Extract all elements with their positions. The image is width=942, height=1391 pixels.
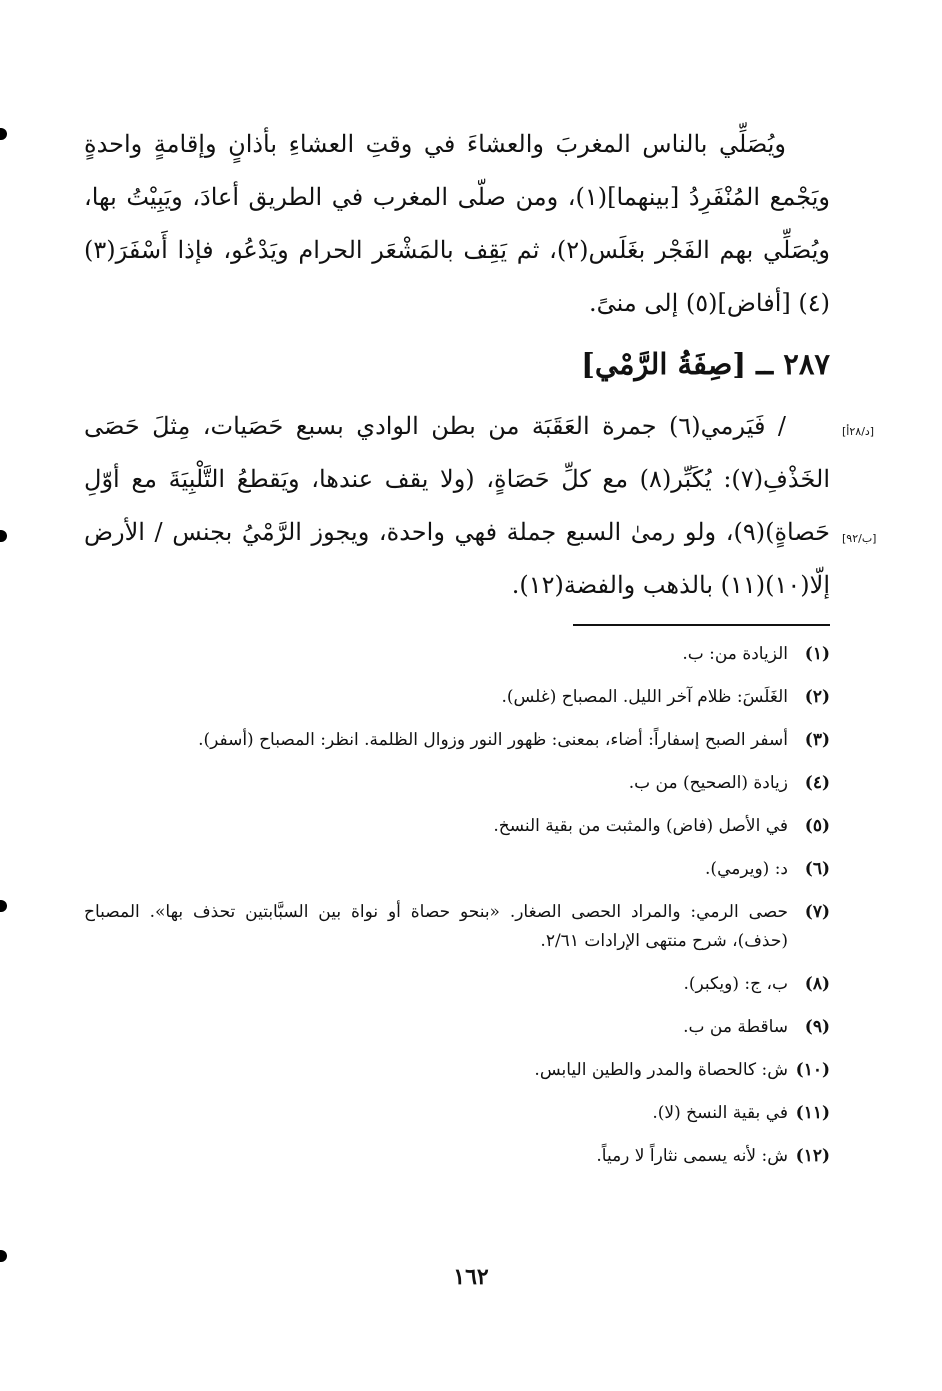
footnote-number: (٨)	[804, 974, 830, 994]
footnotes-list	[84, 640, 830, 1185]
footnote-text: زيادة (الصحيح) من ب.	[628, 773, 788, 793]
footnote-item	[84, 1013, 830, 1042]
footnote-number: (١٠)	[795, 1060, 830, 1080]
footnote-item	[84, 812, 830, 841]
footnote-item	[84, 855, 830, 884]
footnote-text: الزيادة من: ب.	[682, 644, 788, 664]
footnote-item	[84, 1056, 830, 1085]
footnote-item	[84, 683, 830, 712]
footnote-text: الغَلَسَ: ظلام آخر الليل. المصباح (غلس).	[501, 687, 788, 707]
main-paragraph-2: / فَيَرمي(٦) جمرة العَقَبَة من بطن الوادي بسبع حَصَيات، مِثلَ حَصَى الخَذْفِ(٧): يُكَبِّر(٨) مع كلِّ حَصَاةٍ، (ولا يقف عندها، ويَقطعُ التَّلْبِيَةَ مع أوّلِ حَصاةٍ)(٩)، ولو رمىٰ السبع جملة فهي واحدة، ويجوز الرَّمْيُ بجنس / الأرض إلّا(١٠)(١١) بالذهب والفضة(١٢).	[84, 412, 830, 599]
footnote-item	[84, 970, 830, 999]
footnote-number: (٤)	[804, 773, 830, 793]
footnote-number: (٥)	[804, 816, 830, 836]
footnote-number: (٦)	[804, 859, 830, 879]
footnote-item	[84, 640, 830, 669]
footnote-number: (١٢)	[795, 1146, 830, 1166]
binding-mark	[0, 128, 7, 140]
footnote-text: حصى الرمي: والمراد الحصى الصغار. «بنحو حصاة أو نواة بين السبَّابتين تحذف بها». المصباح (حذف)، شرح منتهى الإرادات ٢/٦١.	[84, 902, 788, 951]
footnote-number: (١١)	[795, 1103, 830, 1123]
footnote-number: (٣)	[804, 730, 830, 750]
footnote-text: د: (ويرمي).	[705, 859, 788, 879]
footnote-text: في بقية النسخ (لا).	[652, 1103, 788, 1123]
footnote-item	[84, 769, 830, 798]
section-heading: ٢٨٧ ــ [صِفَةُ الرَّمْي]	[581, 347, 830, 381]
binding-mark	[0, 1250, 7, 1262]
footnote-number: (٩)	[804, 1017, 830, 1037]
margin-note-manuscript-ref: [د/٢٨أ]	[842, 425, 875, 438]
footnote-text: ساقطة من ب.	[683, 1017, 788, 1037]
margin-note-manuscript-ref: [ب/٩٢]	[842, 532, 877, 545]
footnote-item	[84, 1142, 830, 1171]
footnote-text: أسفر الصبح إسفاراً: أضاء، بمعنى: ظهور النور وزوال الظلمة. انظر: المصباح (أسفر).	[198, 730, 788, 750]
footnote-item	[84, 726, 830, 755]
footnote-number: (٢)	[804, 687, 830, 707]
footnote-text: ش: كالحصاة والمدر والطين اليابس.	[534, 1060, 788, 1080]
binding-mark	[0, 900, 7, 912]
footnote-text: ش: لأنه يسمى نثاراً لا رمياً.	[596, 1146, 788, 1166]
binding-mark	[0, 530, 7, 542]
footnote-text: في الأصل (فاض) والمثبت من بقية النسخ.	[493, 816, 788, 836]
footnote-item	[84, 898, 830, 956]
main-paragraph-1: ويُصَلِّي بالناس المغربَ والعشاءَ في وقتِ العشاءِ بأذانٍ وإقامةٍ واحدةٍ ويَجْمع المُنْفَرِدُ [بينهما](١)، ومن صلّى المغرب في الطريق أعادَ، ويَبِيْتُ بها، ويُصَلِّي بهم الفَجْر بغَلَس(٢)، ثم يَقِف بالمَشْعَر الحرام ويَدْعُو، فإذا أَسْفَرَ(٣)(٤) [أفاض](٥) إلى منىً.	[84, 130, 830, 317]
footnote-number: (٧)	[804, 902, 830, 922]
page-number: ١٦٢	[453, 1264, 489, 1290]
footnote-text: ب، ج: (ويكبر).	[683, 974, 788, 994]
footnote-number: (١)	[804, 644, 830, 664]
footnote-separator	[573, 624, 830, 626]
footnote-item	[84, 1099, 830, 1128]
